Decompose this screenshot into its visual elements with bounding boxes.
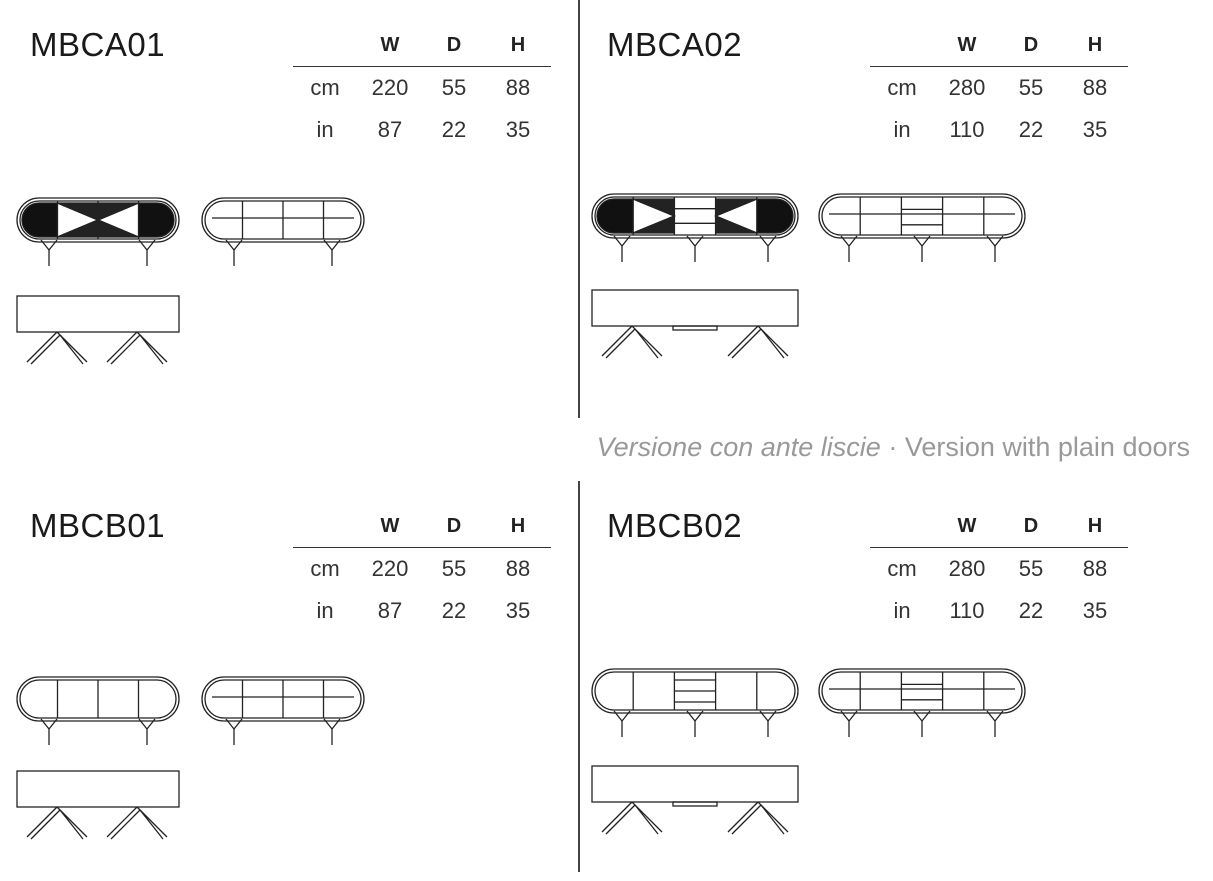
cabinet-body (819, 194, 1025, 238)
leg-right (761, 329, 784, 358)
height-value: 88 (505, 556, 531, 581)
dimensions-row-cm (293, 67, 551, 109)
leg-right (60, 335, 83, 364)
dimensions-row-in (870, 109, 1128, 151)
product-panel-mbcb02 (577, 481, 1152, 881)
depth-value: 22 (441, 598, 467, 623)
leg-left (602, 326, 632, 356)
door-pattern (597, 199, 633, 233)
product-code: MBCB02 (607, 507, 743, 544)
depth-value: 55 (1018, 556, 1044, 581)
dimensions-table (293, 511, 551, 632)
dimensions-header-row (870, 30, 1128, 67)
width-value: 220 (371, 75, 409, 100)
leg-left (606, 329, 635, 358)
vertical-divider (578, 481, 580, 872)
unit-label: cm (887, 75, 917, 100)
header-depth: D (446, 515, 462, 537)
width-value: 110 (949, 598, 985, 623)
leg-left (728, 802, 758, 832)
product-code: MBCA01 (30, 26, 166, 63)
height-value: 88 (1082, 75, 1108, 100)
leg-left (728, 326, 758, 356)
dimensions-row-in (293, 109, 551, 151)
depth-value: 22 (1018, 598, 1044, 623)
header-width: W (957, 515, 977, 537)
unit-label: cm (310, 75, 340, 100)
cabinet-top-view (592, 766, 798, 802)
header-depth: D (446, 34, 462, 56)
dimensions-header-row (293, 511, 551, 548)
leg-right (635, 805, 658, 834)
vertical-divider (578, 0, 580, 418)
width-value: 110 (949, 117, 985, 142)
leg-left (732, 329, 761, 358)
front-view-drawing (590, 192, 815, 264)
door-pattern (757, 199, 793, 233)
open-view-drawing (817, 192, 1042, 264)
dimensions-row-cm (870, 67, 1128, 109)
unit-label: cm (887, 556, 917, 581)
unit-label: in (316, 598, 334, 623)
product-code: MBCA02 (607, 26, 743, 63)
header-depth: D (1023, 34, 1039, 56)
depth-value: 55 (1018, 75, 1044, 100)
unit-label: in (316, 117, 334, 142)
width-value: 280 (948, 556, 986, 581)
dimensions-row-in (870, 590, 1128, 632)
header-depth: D (1023, 515, 1039, 537)
leg-right (761, 805, 784, 834)
open-view-drawing (200, 196, 370, 268)
header-height: H (510, 34, 526, 56)
leg-left (602, 802, 632, 832)
product-panel-mbca01 (0, 0, 575, 400)
depth-value: 22 (1018, 117, 1044, 142)
height-value: 35 (1082, 598, 1108, 623)
top-view-drawing (15, 769, 185, 841)
door-pattern (139, 203, 174, 237)
leg-right (140, 810, 163, 839)
leg-left (732, 805, 761, 834)
width-value: 87 (377, 598, 403, 623)
caption-english: Version with plain doors (904, 432, 1190, 462)
height-value: 35 (1082, 117, 1108, 142)
leg-left (27, 332, 57, 362)
caption-italian: Versione con ante liscie (596, 432, 881, 462)
leg-left (107, 332, 137, 362)
leg-left (31, 810, 60, 839)
header-height: H (510, 515, 526, 537)
cabinet-top-view (17, 296, 179, 332)
height-value: 35 (505, 117, 531, 142)
dimensions-header-row (870, 511, 1128, 548)
front-view-drawing (15, 196, 185, 268)
dimensions-row-cm (870, 548, 1128, 590)
cabinet-top-view (592, 290, 798, 326)
header-height: H (1087, 515, 1103, 537)
leg-left (31, 335, 60, 364)
open-view-drawing (817, 667, 1042, 739)
cabinet-top-view (17, 771, 179, 807)
dimensions-row-in (293, 590, 551, 632)
unit-label: in (893, 598, 911, 623)
dimensions-table (870, 511, 1128, 632)
cabinet-frame (822, 672, 1022, 710)
header-width: W (957, 34, 977, 56)
cabinet-body (819, 669, 1025, 713)
header-width: W (380, 34, 400, 56)
header-height: H (1087, 34, 1103, 56)
dimensions-table (293, 30, 551, 151)
center-plinth (673, 802, 717, 806)
dimensions-header-row (293, 30, 551, 67)
center-plinth (673, 326, 717, 330)
top-view-drawing (590, 288, 815, 360)
depth-value: 55 (441, 75, 467, 100)
cabinet-frame (822, 197, 1022, 235)
width-value: 280 (948, 75, 986, 100)
depth-value: 55 (441, 556, 467, 581)
leg-left (27, 807, 57, 837)
leg-left (111, 810, 140, 839)
unit-label: cm (310, 556, 340, 581)
leg-left (606, 805, 635, 834)
width-value: 220 (371, 556, 409, 581)
header-width: W (380, 515, 400, 537)
leg-right (60, 810, 83, 839)
front-view-drawing (15, 675, 185, 747)
open-view-drawing (200, 675, 370, 747)
unit-label: in (893, 117, 911, 142)
caption-separator: · (880, 432, 905, 462)
leg-right (635, 329, 658, 358)
product-panel-mbca02 (577, 0, 1152, 400)
door-pattern (22, 203, 57, 237)
height-value: 35 (505, 598, 531, 623)
width-value: 87 (377, 117, 403, 142)
section-caption (597, 432, 1190, 463)
leg-left (111, 335, 140, 364)
front-view-drawing (590, 667, 815, 739)
top-view-drawing (15, 294, 185, 366)
product-panel-mbcb01 (0, 481, 575, 881)
top-view-drawing (590, 764, 815, 836)
leg-left (107, 807, 137, 837)
dimensions-row-cm (293, 548, 551, 590)
height-value: 88 (1082, 556, 1108, 581)
leg-right (140, 335, 163, 364)
product-code: MBCB01 (30, 507, 166, 544)
height-value: 88 (505, 75, 531, 100)
dimensions-table (870, 30, 1128, 151)
depth-value: 22 (441, 117, 467, 142)
